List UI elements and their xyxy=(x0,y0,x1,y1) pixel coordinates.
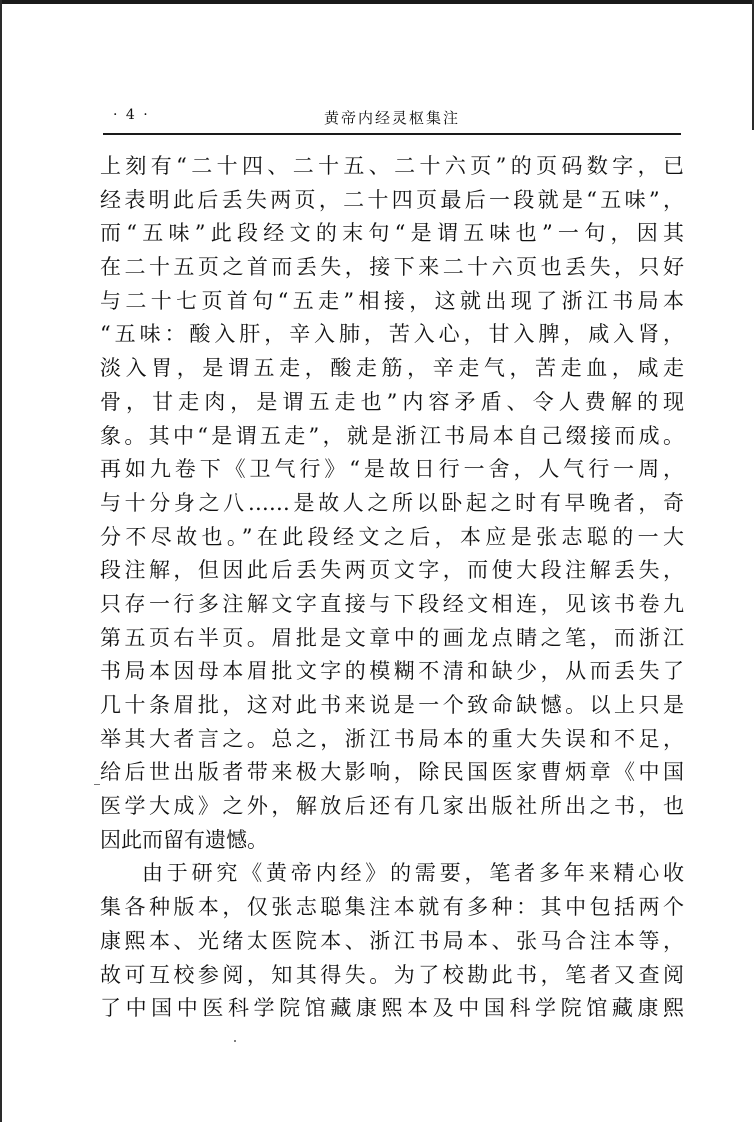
paragraph-2 xyxy=(100,857,684,1025)
text-line: 书局本因母本眉批文字的模糊不清和缺少，从而丢失了 xyxy=(100,659,684,684)
header-rule xyxy=(103,133,681,135)
scan-speck xyxy=(234,1040,236,1042)
text-line: 给后世出版者带来极大影响，除民国医家曹炳章《中国 xyxy=(100,760,684,785)
text-line: 分不尽故也。”在此段经文之后，本应是张志聪的一大 xyxy=(100,524,684,549)
text-line: “五味：酸入肝，辛入肺，苦入心，甘入脾，咸入肾， xyxy=(100,322,684,347)
text-line: 几十条眉批，这对此书来说是一个致命缺憾。以上只是 xyxy=(100,693,684,717)
text-line: 象。其中“是谓五走”，就是浙江书局本自己缀接而成。 xyxy=(100,423,684,448)
text-line: 而“五味”此段经文的末句“是谓五味也”一句，因其 xyxy=(100,221,684,246)
scan-left-edge xyxy=(0,0,2,1122)
text-line: 了中国中医科学院馆藏康熙本及中国科学院馆藏康熙 xyxy=(100,996,684,1021)
text-line: 由于研究《黄帝内经》的需要，笔者多年来精心收 xyxy=(142,861,684,886)
book-title: 黄帝内经灵枢集注 xyxy=(323,109,460,127)
text-line: 举其大者言之。总之，浙江书局本的重大失误和不足， xyxy=(100,726,684,751)
text-line: 康熙本、光绪太医院本、浙江书局本、张马合注本等， xyxy=(100,928,684,953)
text-line: 上刻有“二十四、二十五、二十六页”的页码数字，已 xyxy=(100,154,684,178)
running-header xyxy=(103,104,681,132)
text-line: 段注解，但因此后丢失两页文字，而使大段注解丢失， xyxy=(100,558,684,583)
text-line: 骨，甘走肉，是谓五走也”内容矛盾、令人费解的现 xyxy=(100,389,684,414)
text-line: 医学大成》之外，解放后还有几家出版社所出之书，也 xyxy=(100,794,684,819)
body-text xyxy=(100,150,684,1026)
scan-speck xyxy=(94,784,100,785)
text-line: 再如九卷下《卫气行》“是故日行一舍，人气行一周， xyxy=(100,457,684,482)
text-line: 在二十五页之首而丢失，接下来二十六页也丢失，只好 xyxy=(100,255,684,280)
text-line: 故可互校参阅，知其得失。为了校勘此书，笔者又查阅 xyxy=(100,962,684,987)
page-number: · 4 · xyxy=(113,107,150,123)
scan-top-border xyxy=(0,0,754,4)
paragraph-1 xyxy=(100,150,684,857)
text-line: 经表明此后丢失两页，二十四页最后一段就是“五味”， xyxy=(100,187,684,212)
text-line: 集各种版本，仅张志聪集注本就有多种：其中包括两个 xyxy=(100,895,684,920)
text-line: 淡入胃，是谓五走，酸走筋，辛走气，苦走血，咸走 xyxy=(100,356,684,381)
text-line: 与二十七页首句“五走”相接，这就出现了浙江书局本 xyxy=(100,288,684,313)
text-line: 因此而留有遗憾。 xyxy=(100,827,268,852)
text-line: 第五页右半页。眉批是文章中的画龙点睛之笔，而浙江 xyxy=(100,625,684,650)
text-line: 只存一行多注解文字直接与下段经文相连，见该书卷九 xyxy=(100,591,684,616)
text-line: 与十分身之八……是故人之所以卧起之时有早晚者，奇 xyxy=(100,490,684,515)
